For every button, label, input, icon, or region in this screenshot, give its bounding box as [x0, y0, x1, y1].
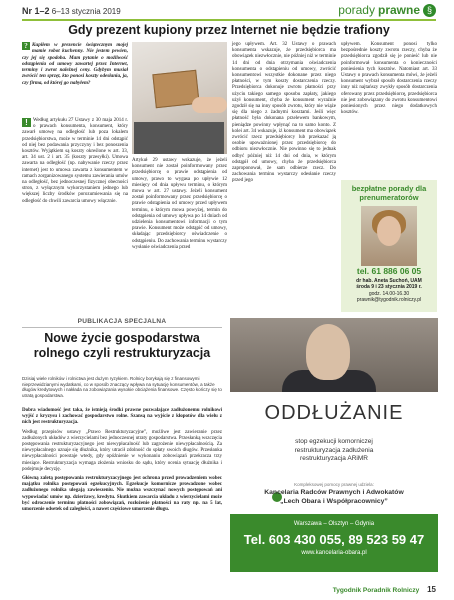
expert-hours: środa 9 i 23 stycznia 2019 r.: [356, 284, 422, 291]
reader-question: [22, 42, 128, 86]
expert-portrait: [361, 206, 417, 266]
ad-service-2: restrukturyzacja zadłużenia: [294, 446, 374, 454]
ad-cities: Warszawa – Olsztyn – Gdynia: [293, 521, 375, 527]
article-column-3: jego upływem. Art. 32 Ustawy o prawach konsumenta wskazuje, że przedsiębiorca ma obowiązek niezwłocznie, nie później niż w terminie 14 dni od dnia otrzymania oświadczenia konsumenta o odstąpieniu od umowy, zwrócić konsumentowi wszystkie dokonane przez niego płatności, w tym koszty dostarczenia rzeczy. Przedsiębiorca dokonuje zwrotu płatności przy użyciu takiego samego sposobu zapłaty, jakiego użył konsument, chyba że konsument wyraźnie zgodził się na inny sposób zwrotu, który nie wiąże się dla niego z żadnymi kosztami. Jeśli więc płatność była dokonana przelewem bankowym, pieniądze powinny wpłynąć na to samo konto. Z kolei art. 34 wskazuje, iż konsument ma obowiązek zwrócić rzecz przedsiębiorcy lub przekazać ją osobie upoważnionej przez przedsiębiorcę do odbioru niezwłocznie. Nie powinno się to jednak odbyć później niż 14 dni od dnia, w którym odstąpił od umowy, chyba że przedsiębiorca zaproponował, że sam odbierze rzecz. Do zachowania terminu wystarczy odesłanie rzeczy przed jego: [232, 42, 336, 184]
expert-name: dr hab. Aneta Suchoń, UAM: [356, 278, 422, 284]
law-firm-name-line-2: „Lech Obara i Współpracownicy”: [280, 497, 388, 505]
ad-website[interactable]: www.kancelaria-obara.pl: [301, 550, 367, 556]
question-mark-icon: ?: [22, 42, 30, 50]
page-number: 15: [427, 585, 436, 594]
law-firm-advertisement[interactable]: [230, 318, 438, 574]
sponsored-lead: Dzisiaj wiele rolników i rolnictwa jest dużym ryzykiem. Rolnicy borykają się z finansowymi nieprzewidzianymi wydatkami, co w sposób znaczący wpływa na sytuację konsumentów, a także długów kredytowych i nakłada na zobowiązania wysokie obciążenia finansowe. Często kończy się to utratą gospodarstwa.: [22, 376, 222, 398]
sponsored-paragraph-2: Według przepisów ustawy „Prawo Restrukturyzacyjne”, możliwe jest zawieranie przez zadłużonych układów z wierzycielami bez jednoczesnej utraty gospodarstwa. Przesłanką wszczęcia postępowania restrukturyzacyjnego jest niewypłacalność lub zagrożenie niewypłacalnością. Za niewypłacalnego uznaje się dłużnika, który utracił zdolność do spłaty swoich długów. Przesłanka niewypłacalności powstaje wtedy, gdy opóźnienie w wykonaniu zobowiązań przekracza trzy miesiące. Restrukturyzacja wymaga złożenia wniosku do sądu, który ocenia sytuację dłużnika i podejmuje decyzję.: [22, 429, 222, 472]
law-firm-name: [230, 489, 438, 506]
sponsored-body: [22, 408, 222, 513]
ad-service-3: restrukturyzacja ARiMR: [300, 455, 368, 462]
expert-advice-box: [341, 180, 437, 312]
article-column-1: [22, 118, 128, 205]
lawyer-photo: [230, 318, 438, 392]
expert-email[interactable]: prawnik@tygodnik.rolniczy.pl: [356, 297, 422, 304]
article-column-4: upływem. Konsument ponosi tylko bezpośrednie koszty zwrotu rzeczy, chyba że przedsiębiorca zgodził się je ponieść lub nie poinformował konsumenta o konieczności poniesienia tych kosztów. Natomiast art. 33 Ustawy o prawach konsumenta mówi, że jeżeli konsument wybrał sposób dostarczenia rzeczy inny niż najtańszy zwykły sposób dostarczenia oferowany przez przedsiębiorcę, przedsiębiorca nie jest zobowiązany do zwrotu konsumentowi poniesionych przez niego dodatkowych kosztów.: [341, 42, 437, 116]
paragraph-logo-icon: §: [423, 4, 436, 17]
section-title-light: porady: [338, 3, 375, 17]
article-column-2: Artykuł 29 ustawy wskazuje, że jeżeli konsument nie został poinformowany przez przedsiębiorcę o prawie odstąpienia od umowy, prawo to wygasa po upływie 12 miesięcy od dnia upływu terminu, o którym mowa w art. 27 ustawy. Jeżeli konsument został poinformowany przez przedsiębiorcę o prawie odstąpienia od umowy przed upływem terminu, o którym mowa powyżej, termin do odstąpienia od umowy upływa po 14 dniach od udzielenia konsumentowi informacji o tym prawie. Konsument może odstąpić od umowy, składając przedsiębiorcy oświadczenie o odstąpieniu. Do zachowania terminu wystarczy wysłanie oświadczenia przed: [132, 158, 227, 250]
article-title: Gdy prezent kupiony przez Internet nie będzie trafiony: [68, 23, 390, 37]
ad-services: [230, 438, 438, 464]
ad-headline: ODDŁUŻANIE: [264, 402, 404, 424]
article-column-1-text: Według artykułu 27 Ustawy z 30 maja 2014 r. o prawach konsumenta, konsument, który zawarł umowę na odległość lub poza lokalem przedsiębiorstwa, może w terminie 14 dni odstąpić od niej bez podawania przyczyny i bez ponoszenia kosztów. Wyjątkiem są koszty określone w art. 33, art. 34 ust. 2 i art. 35 (koszty przesyłki). Umowa zawarta na odległość (np. nabywanie rzeczy przez internet) jest to umowa zawarta z konsumentem w ramach zorganizowanego systemu zawierania umów na odległość, bez jednoczesnej fizycznej obecności stron, z wyłącznym wykorzystaniem jednego lub większej liczby środków porozumiewania się na odległość do chwili zawarcia umowy włącznie.: [22, 118, 128, 204]
gift-package-photo: [132, 42, 227, 154]
reader-question-text: Kupiłem w prezencie świątecznym mojej mamie robot kuchenny. Nie jestem pewien, czy jej się spodoba. Mam pytanie o możliwość odstąpienia od umowy zawartej przez Internet, terminy i zwrot należnej ceny. Gdybym musiał zwrócić ten sprzęt, kto ponosi koszty odesłania, ja, czy firma, od której go nabyłem?: [22, 42, 128, 86]
ad-phone[interactable]: Tel. 603 430 055, 89 523 59 47: [243, 532, 425, 547]
sponsored-paragraph-3: Główną zaletą postępowania restrukturyzacyjnego jest ochrona przed prowadzeniem wobec majątku rolnika postępowań egzekucyjnych. Egzekucje komornicze prowadzone wobec zadłużonego rolnika ulegają zawieszeniu. Nie można wszczynać nowych postępowań ani wypowiadać umów np. dzierżawy, kredytu. Skutkiem zawarcia układu z wierzycielami może być odroczenie terminu płatności zobowiązań, rozłożenie płatności na raty np. na 5 lat, umorzenie odsetek od zaległości, a nawet częściowe umorzenie długu.: [22, 476, 222, 513]
expert-phone: tel. 61 886 06 05: [356, 266, 422, 276]
section-title-bold: prawne: [377, 3, 420, 17]
section-title: [338, 3, 436, 17]
law-firm-name-line-1: Kancelaria Radców Prawnych i Adwokatów: [264, 489, 404, 496]
issue-info: [22, 6, 121, 16]
page-footer: [333, 585, 436, 594]
portrait-face: [377, 216, 401, 246]
special-publication-label: PUBLIKACJA SPECJALNA: [77, 318, 167, 325]
issue-dates: 6–13 stycznia 2019: [51, 7, 121, 16]
sponsored-title: Nowe życie gospodarstwa rolnego czyli restrukturyzacja: [33, 331, 211, 360]
ad-service-1: stop egzekucji komorniczej: [295, 438, 373, 445]
lawyer-face: [306, 324, 350, 380]
sponsored-paragraph-1: Dobra wiadomość jest taka, że istnieją środki prawne pozwalające zadłużonemu rolnikowi wyjść z kryzysu i zachować gospodarstwo rolne. Szansą na wyjście z kłopotów dla wielu z nich jest restrukturyzacja.: [22, 408, 222, 426]
expert-info: [341, 278, 437, 304]
ad-contact-bar: [230, 514, 438, 572]
expert-box-header: bezpłatne porady dla prenumeratorów: [351, 184, 427, 202]
footer-brand: Tygodnik Poradnik Rolniczy: [332, 587, 420, 594]
special-publication-divider: [22, 327, 222, 328]
hand-illustration: [192, 97, 227, 113]
laptop-illustration: [134, 122, 224, 154]
exclamation-icon: !: [22, 118, 31, 127]
header-divider: [22, 19, 436, 21]
ad-help-note: Kompleksowej pomocy prawnej udziela:: [294, 482, 374, 487]
expert-time: godz. 14.00-16.30: [368, 290, 410, 297]
issue-number: Nr 1–2: [22, 6, 50, 16]
